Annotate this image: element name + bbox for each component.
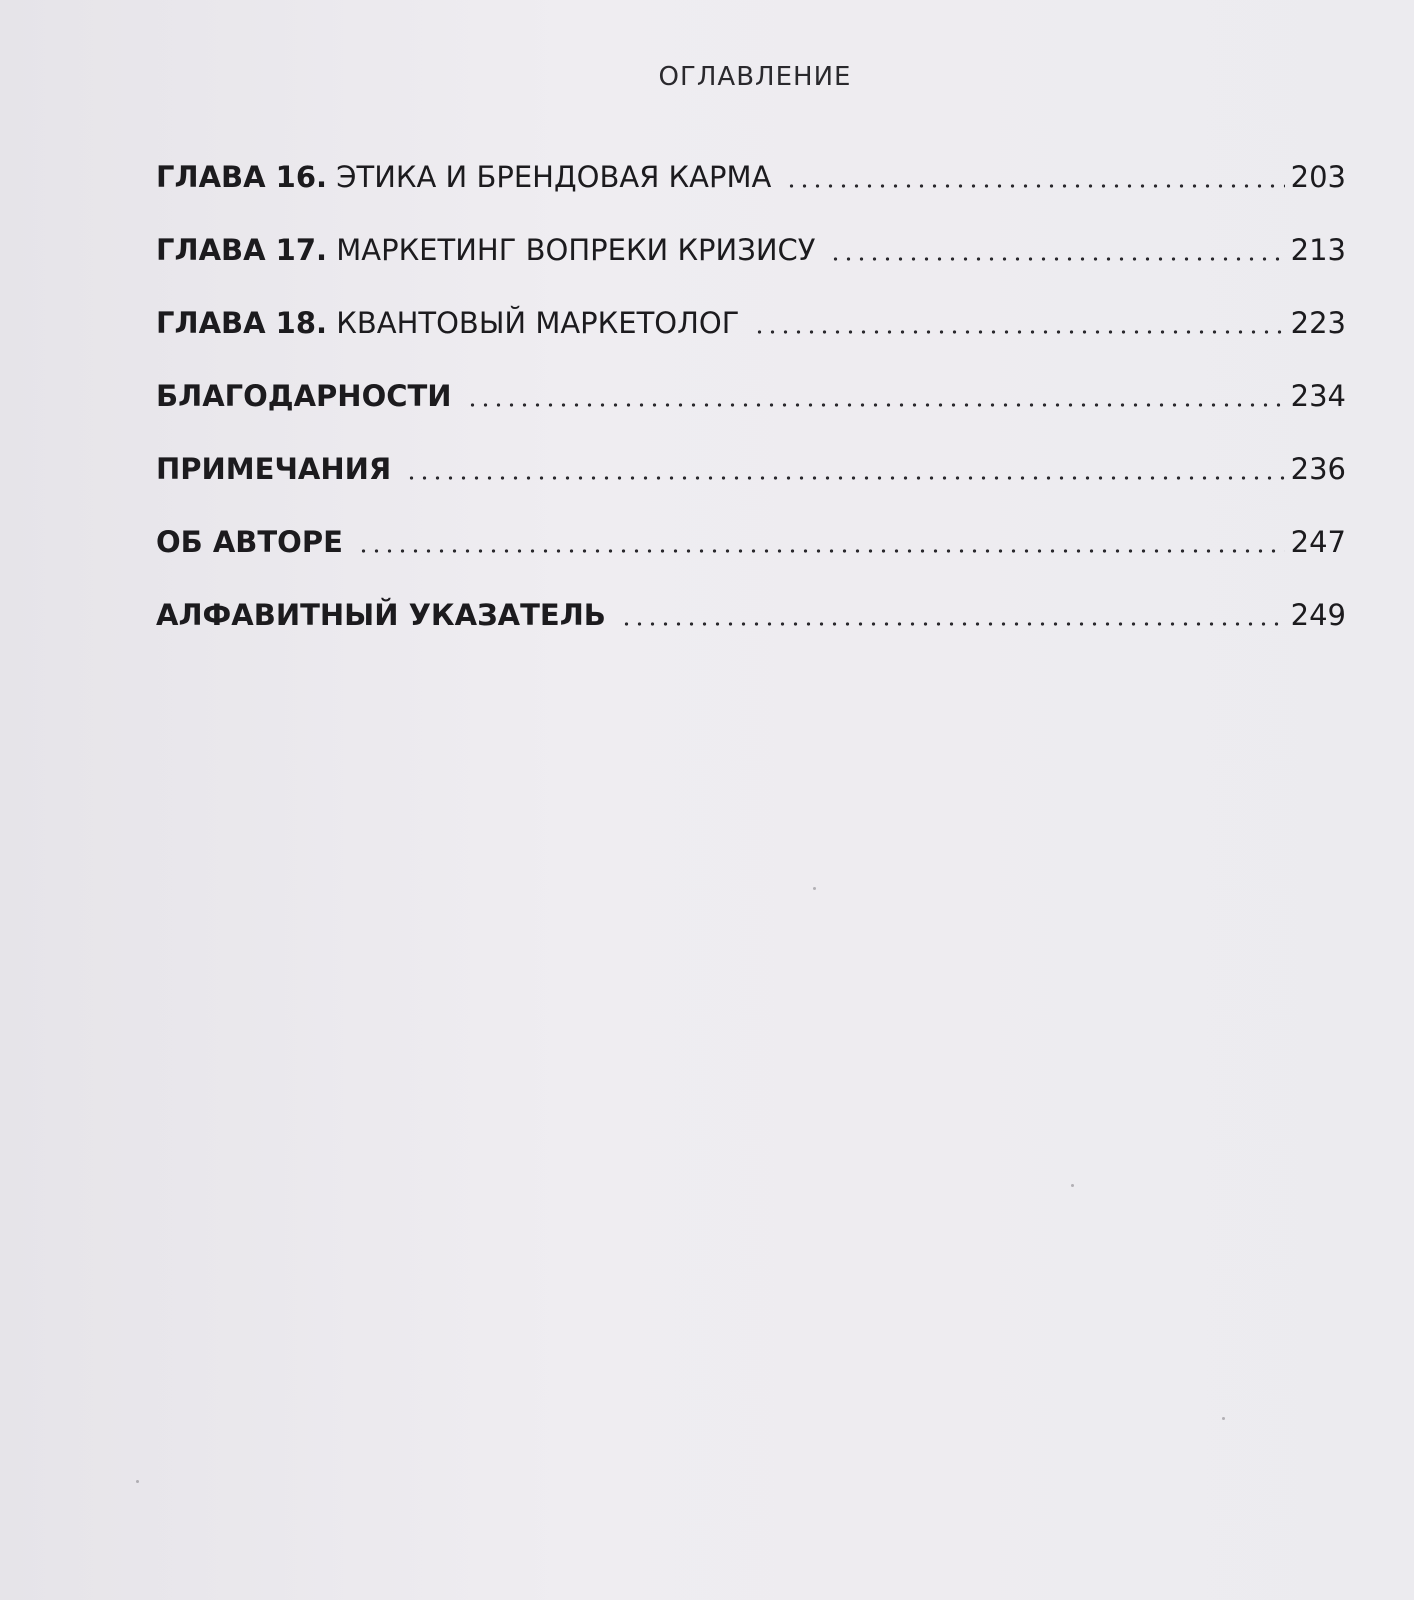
toc-page-number: 234 xyxy=(1290,378,1346,413)
toc-entry-label xyxy=(156,233,815,267)
toc-entry[interactable] xyxy=(156,286,1346,359)
toc-entry[interactable] xyxy=(156,213,1346,286)
paper-speck xyxy=(813,887,816,890)
dot-leader xyxy=(357,549,1285,553)
dot-leader xyxy=(785,184,1284,188)
toc-section-title: АЛФАВИТНЫЙ УКАЗАТЕЛЬ xyxy=(156,597,606,632)
toc-chapter-title: МАРКЕТИНГ ВОПРЕКИ КРИЗИСУ xyxy=(336,232,816,267)
toc-entry[interactable] xyxy=(156,140,1346,213)
toc-heading: ОГЛАВЛЕНИЕ xyxy=(658,62,852,92)
toc-section-title: БЛАГОДАРНОСТИ xyxy=(156,378,452,413)
toc-chapter-number: ГЛАВА 17. xyxy=(156,232,328,267)
toc-page-number: 249 xyxy=(1290,597,1346,632)
dot-leader xyxy=(620,622,1285,626)
dot-leader xyxy=(405,476,1284,480)
toc-entry-label xyxy=(156,160,771,194)
toc-entry[interactable] xyxy=(156,432,1346,505)
table-of-contents xyxy=(156,140,1346,651)
toc-page-number: 236 xyxy=(1290,451,1346,486)
toc-entry-label xyxy=(156,306,739,340)
dot-leader xyxy=(753,330,1284,334)
dot-leader xyxy=(829,257,1284,261)
toc-page-number: 223 xyxy=(1290,305,1346,340)
toc-page-number: 203 xyxy=(1290,159,1346,194)
paper-speck xyxy=(1071,1184,1074,1187)
paper-speck xyxy=(1222,1417,1225,1420)
paper-speck xyxy=(136,1480,139,1483)
toc-entry[interactable] xyxy=(156,505,1346,578)
toc-section-title: ОБ АВТОРЕ xyxy=(156,524,343,559)
toc-entry[interactable] xyxy=(156,578,1346,651)
dot-leader xyxy=(466,403,1285,407)
toc-entry[interactable] xyxy=(156,359,1346,432)
toc-chapter-number: ГЛАВА 16. xyxy=(156,159,328,194)
toc-chapter-title: ЭТИКА И БРЕНДОВАЯ КАРМА xyxy=(336,159,772,194)
reverse-side-show-through xyxy=(164,545,1364,1567)
toc-page-number: 247 xyxy=(1290,524,1346,559)
toc-page-number: 213 xyxy=(1290,232,1346,267)
toc-chapter-title: КВАНТОВЫЙ МАРКЕТОЛОГ xyxy=(336,305,740,340)
toc-chapter-number: ГЛАВА 18. xyxy=(156,305,328,340)
toc-section-title: ПРИМЕЧАНИЯ xyxy=(156,451,392,486)
